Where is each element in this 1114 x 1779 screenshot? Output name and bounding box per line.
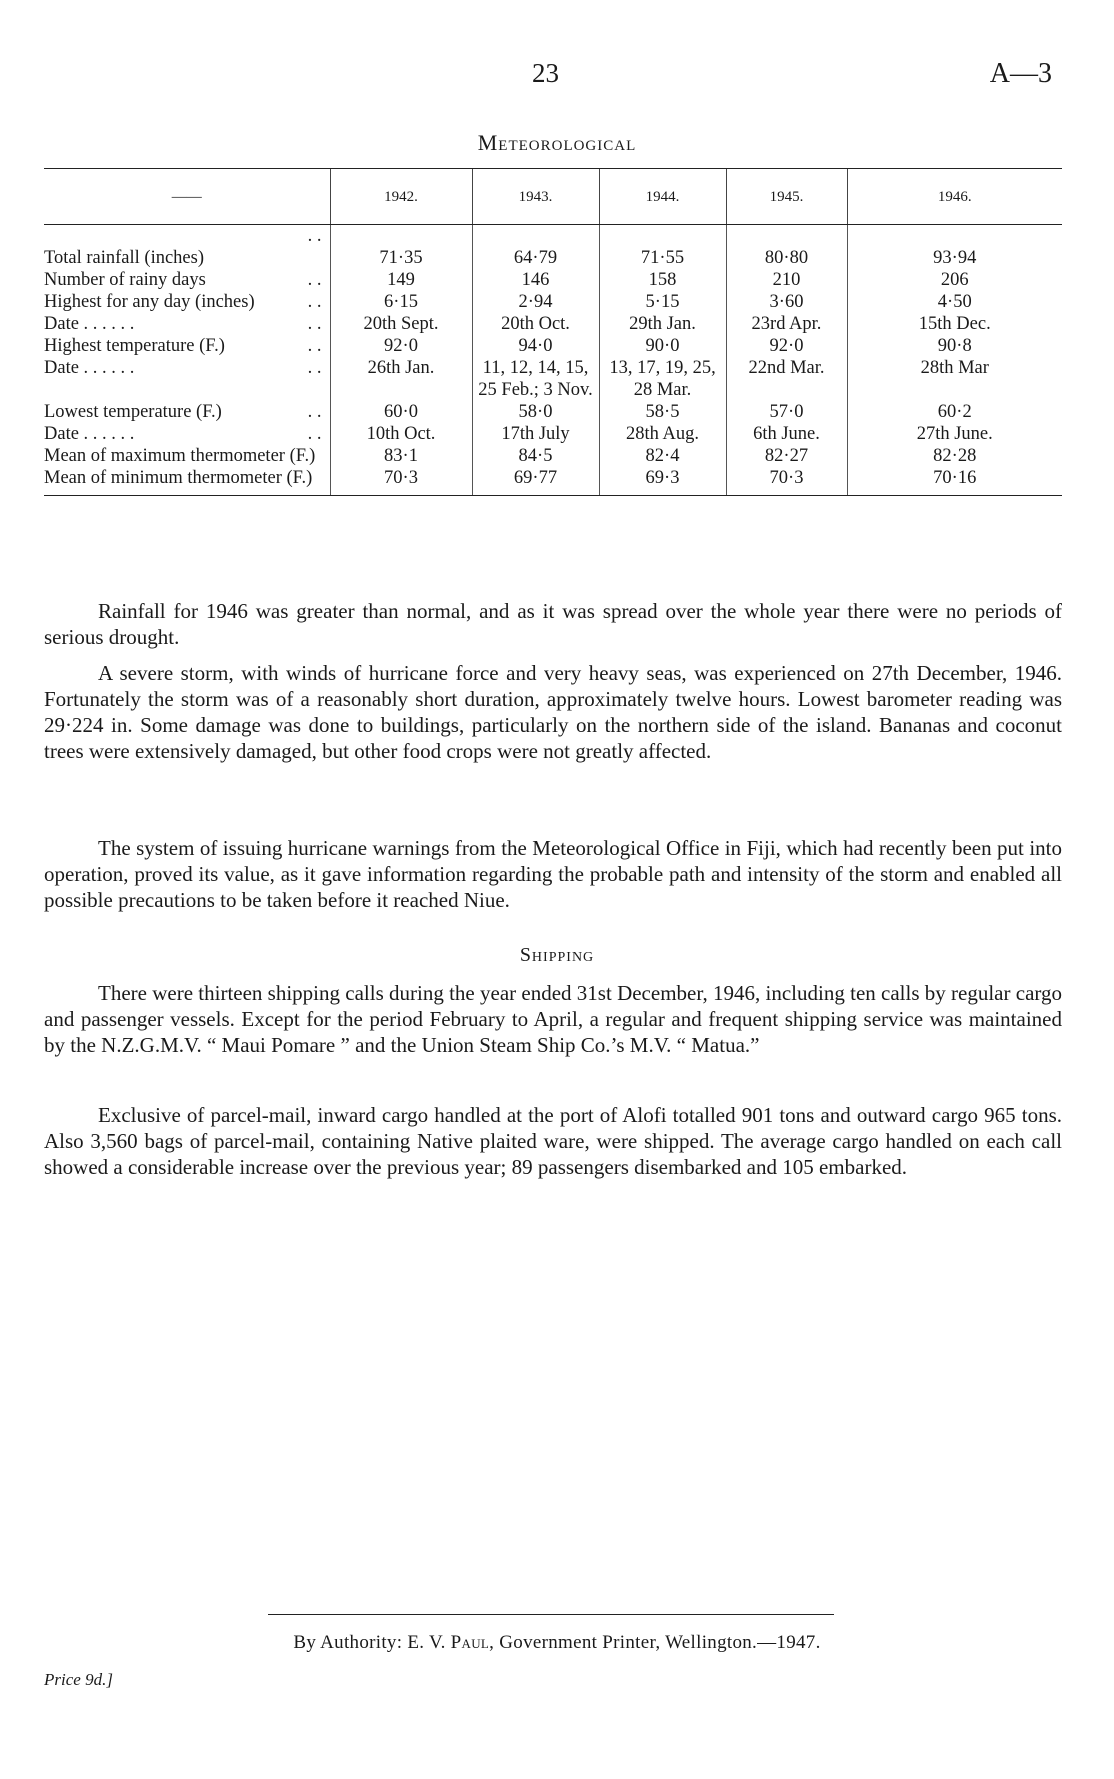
table-cell: 13, 17, 19, 25, 28 Mar. [599,357,726,401]
table-cell: 28th Aug. [599,423,726,445]
row-label: Highest temperature (F.) . . [44,336,322,356]
table-header-row [44,169,1062,225]
year-header: 1945. [726,169,847,225]
table-cell: 94·0 [472,335,599,357]
cargo-paragraph: Exclusive of parcel-mail, inward cargo handled at the port of Alofi totalled 901 tons and outward cargo 965 tons. Also 3,560 bags of parcel-mail, containing Native plaited ware, were shipped. The average cargo handled on each call showed a considerable increase over the previous year; 89 passengers disembarked and 105 embarked. [44,1103,1062,1179]
table-cell: 69·3 [599,467,726,496]
table-cell: 58·0 [472,401,599,423]
table-cell: 20th Oct. [472,313,599,335]
year-header: 1942. [330,169,472,225]
table-cell: 28th Mar [847,357,1062,401]
table-row [44,401,1062,423]
table-cell: 11, 12, 14, 15, 25 Feb.; 3 Nov. [472,357,599,401]
table-cell: 92·0 [330,335,472,357]
year-header: 1944. [599,169,726,225]
document-reference: A—3 [989,58,1052,89]
table-corner-dash: —— [44,169,330,225]
row-label: Mean of minimum thermometer (F.) [44,467,330,496]
row-label: Date . . . . . . . . [44,424,322,444]
table-cell: 83·1 [330,445,472,467]
table-cell: 149 [330,269,472,291]
row-label: Date . . . . . . . . [44,358,322,378]
table-cell: 70·16 [847,467,1062,496]
meteorological-heading: Meteorological [477,130,637,155]
table-cell: 15th Dec. [847,313,1062,335]
table-cell: 146 [472,269,599,291]
shipping-calls-paragraph: There were thirteen shipping calls during the year ended 31st December, 1946, including ten calls by regular cargo and passenger vessels. Except for the period February to April, a regular and frequent shipping service was maintained by the N.Z.G.M.V. “ Maui Pomare ” and the Union Steam Ship Co.’s M.V. “ Matua.” [44,981,1062,1057]
table-row [44,423,1062,445]
table-cell: 58·5 [599,401,726,423]
table-row [44,467,1062,496]
table-cell: 90·0 [599,335,726,357]
table-cell: 90·8 [847,335,1062,357]
table-cell: 70·3 [330,467,472,496]
row-label: Highest for any day (inches) . . [44,292,322,312]
row-label: Date . . . . . . . . [44,314,322,334]
table-cell: 4·50 [847,291,1062,313]
table-cell: 23rd Apr. [726,313,847,335]
footer-divider [268,1614,834,1615]
table-cell: 29th Jan. [599,313,726,335]
table-cell: 27th June. [847,423,1062,445]
table-cell: 69·77 [472,467,599,496]
table-row [44,291,1062,313]
table-cell: 5·15 [599,291,726,313]
meteorological-table [44,168,1062,496]
table-cell: 92·0 [726,335,847,357]
table-cell: 60·0 [330,401,472,423]
table-cell: 206 [847,269,1062,291]
printer-imprint: By Authority: E. V. Paul, Government Printer, Wellington.—1947. [293,1632,821,1653]
table-cell: 93·94 [847,225,1062,270]
table-cell: 10th Oct. [330,423,472,445]
table-cell: 71·55 [599,225,726,270]
table-cell: 22nd Mar. [726,357,847,401]
storm-paragraph: A severe storm, with winds of hurricane force and very heavy seas, was experienced on 27th December, 1946. Fortunately the storm was of a reasonably short duration, approximately twelve hours. Lowest barometer reading was 29·224 in. Some damage was done to buildings, particularly on the northern side of the island. Bananas and coconut trees were extensively damaged, but other food crops were not greatly affected. [44,661,1062,763]
table-cell: 3·60 [726,291,847,313]
table-cell: 158 [599,269,726,291]
hurricane-warnings-paragraph: The system of issuing hurricane warnings from the Meteorological Office in Fiji, which had recently been put into operation, proved its value, as it gave information regarding the probable path and intensity of the storm and enabled all possible precautions to be taken before it reached Niue. [44,836,1062,912]
row-label: Number of rainy days . . [44,270,322,290]
year-header: 1943. [472,169,599,225]
table-cell: 82·28 [847,445,1062,467]
row-label: Lowest temperature (F.) . . [44,402,322,422]
table-cell: 210 [726,269,847,291]
price-note: Price 9d.] [44,1670,113,1689]
page-header [0,58,1114,94]
table-row [44,445,1062,467]
year-header: 1946. [847,169,1062,225]
table-row [44,357,1062,401]
table-cell: 26th Jan. [330,357,472,401]
row-label: Mean of maximum thermometer (F.) [44,446,316,466]
table-cell: 6th June. [726,423,847,445]
rainfall-paragraph: Rainfall for 1946 was greater than normal, and as it was spread over the whole year there were no periods of serious drought. [44,599,1062,649]
table-cell: 71·35 [330,225,472,270]
table-cell: 6·15 [330,291,472,313]
table-cell: 64·79 [472,225,599,270]
table-cell: 80·80 [726,225,847,270]
row-label: Total rainfall (inches) . . [44,226,322,268]
shipping-heading: Shipping [519,944,595,966]
table-cell: 20th Sept. [330,313,472,335]
table-row [44,225,1062,270]
table-cell: 70·3 [726,467,847,496]
table-row [44,313,1062,335]
table-cell: 60·2 [847,401,1062,423]
table-cell: 82·27 [726,445,847,467]
table-cell: 2·94 [472,291,599,313]
table-cell: 57·0 [726,401,847,423]
table-row [44,269,1062,291]
table-cell: 84·5 [472,445,599,467]
table-cell: 17th July [472,423,599,445]
table-row [44,335,1062,357]
page-number: 23 [532,58,559,88]
table-cell: 82·4 [599,445,726,467]
